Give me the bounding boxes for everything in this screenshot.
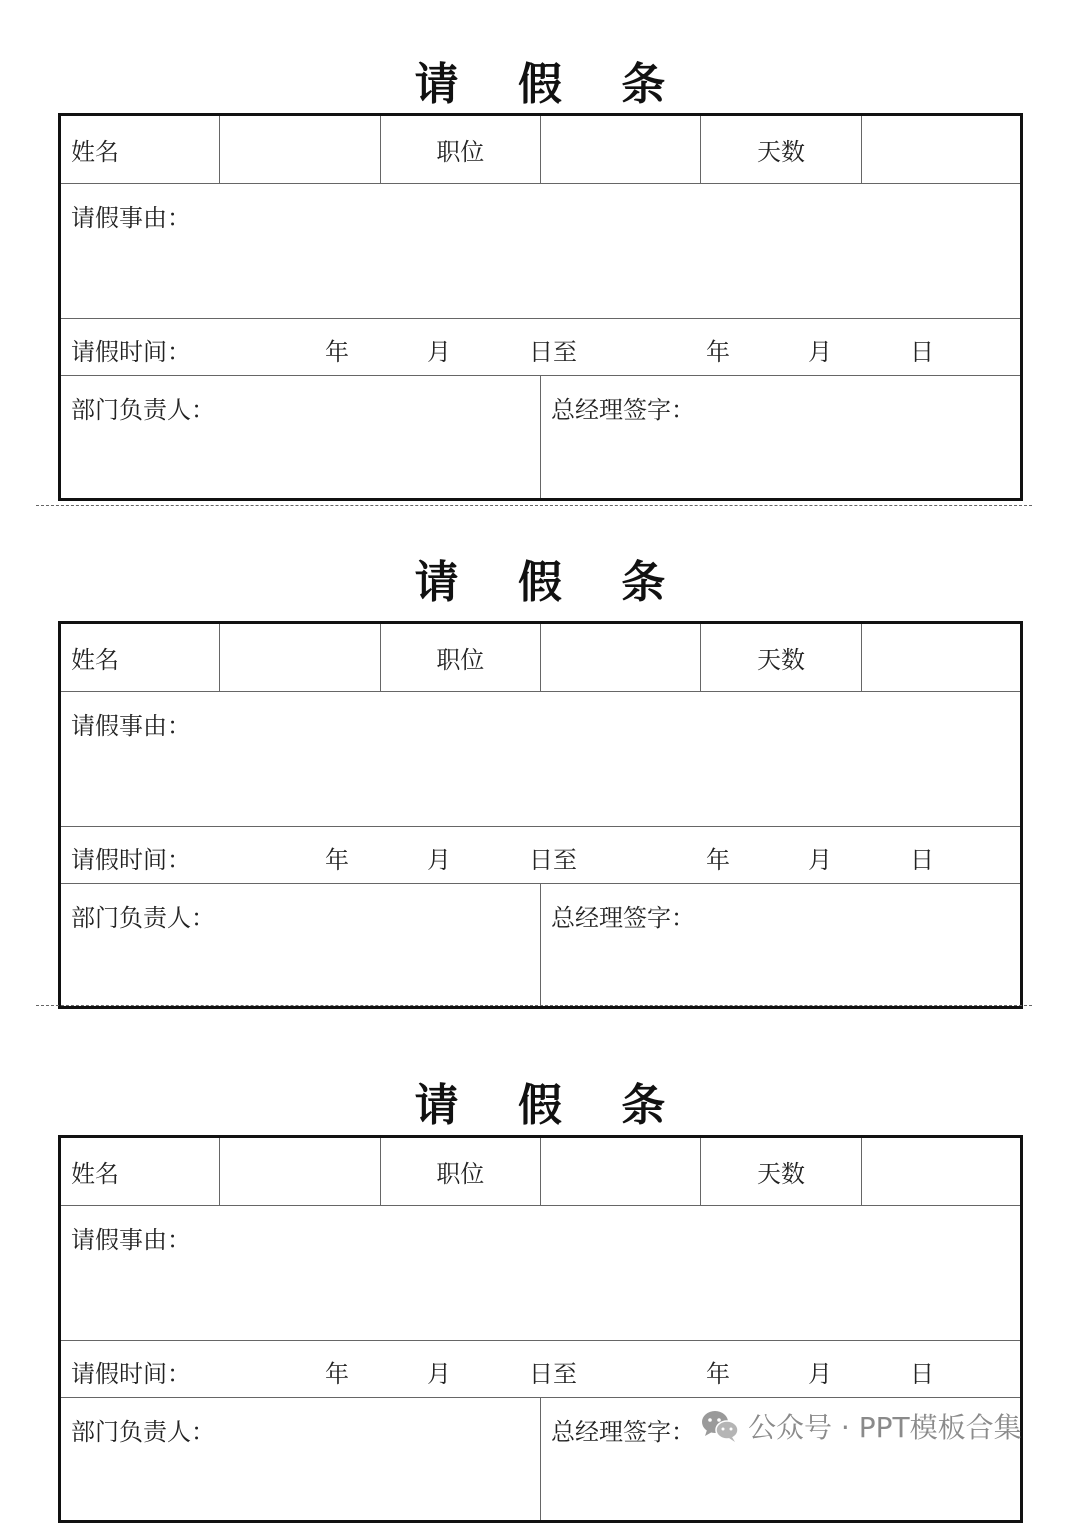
dept-head-label: 部门负责人： (71, 904, 215, 932)
name-label: 姓名 (60, 1137, 220, 1206)
start-year-label: 年 (325, 1360, 349, 1388)
watermark (700, 1404, 1022, 1448)
leave-time-row[interactable] (60, 319, 1022, 376)
cut-line (36, 1005, 1032, 1006)
wechat-icon (700, 1409, 740, 1443)
dept-head-field[interactable] (60, 376, 541, 500)
leave-form-2 (58, 621, 1023, 1009)
time-label: 请假时间： (71, 846, 191, 874)
position-field[interactable] (540, 1137, 700, 1206)
watermark-text: 公众号 · PPT模板合集 (748, 1411, 1022, 1444)
position-field[interactable] (540, 115, 700, 184)
days-field[interactable] (861, 623, 1021, 692)
end-month-label: 月 (808, 338, 832, 366)
leave-time-row[interactable] (60, 827, 1022, 884)
start-day-to-label: 日至 (529, 1360, 577, 1388)
position-label: 职位 (380, 623, 540, 692)
reason-field[interactable] (60, 692, 1022, 827)
start-day-to-label: 日至 (529, 846, 577, 874)
start-day-to-label: 日至 (529, 338, 577, 366)
gm-sign-field[interactable] (540, 376, 1021, 500)
dept-head-label: 部门负责人： (71, 1418, 215, 1446)
gm-sign-label: 总经理签字： (550, 1418, 695, 1446)
end-day-label: 日 (910, 1360, 934, 1388)
name-label: 姓名 (60, 623, 220, 692)
end-day-label: 日 (910, 338, 934, 366)
start-year-label: 年 (325, 338, 349, 366)
end-year-label: 年 (706, 338, 730, 366)
reason-field[interactable] (60, 184, 1022, 319)
dept-head-field[interactable] (60, 884, 541, 1008)
slip-title: 请 假 条 (414, 1080, 688, 1131)
reason-label: 请假事由： (71, 204, 191, 232)
end-month-label: 月 (808, 1360, 832, 1388)
name-field[interactable] (220, 1137, 380, 1206)
end-year-label: 年 (706, 1360, 730, 1388)
leave-form-3 (58, 1135, 1023, 1523)
gm-sign-label: 总经理签字： (550, 396, 695, 424)
slip-title: 请 假 条 (414, 59, 688, 110)
days-field[interactable] (861, 1137, 1021, 1206)
slip-title: 请 假 条 (414, 557, 688, 608)
dept-head-field[interactable] (60, 1398, 541, 1522)
leave-form-1 (58, 113, 1023, 501)
days-label: 天数 (701, 115, 861, 184)
start-month-label: 月 (427, 338, 451, 366)
start-year-label: 年 (325, 846, 349, 874)
position-field[interactable] (540, 623, 700, 692)
name-label: 姓名 (60, 115, 220, 184)
gm-sign-label: 总经理签字： (550, 904, 695, 932)
time-label: 请假时间： (71, 338, 191, 366)
dept-head-label: 部门负责人： (71, 396, 215, 424)
start-month-label: 月 (427, 846, 451, 874)
gm-sign-field[interactable] (540, 884, 1021, 1008)
leave-time-row[interactable] (60, 1341, 1022, 1398)
end-month-label: 月 (808, 846, 832, 874)
name-field[interactable] (220, 115, 380, 184)
days-label: 天数 (701, 1137, 861, 1206)
days-field[interactable] (861, 115, 1021, 184)
name-field[interactable] (220, 623, 380, 692)
time-label: 请假时间： (71, 1360, 191, 1388)
end-year-label: 年 (706, 846, 730, 874)
reason-label: 请假事由： (71, 1226, 191, 1254)
reason-label: 请假事由： (71, 712, 191, 740)
start-month-label: 月 (427, 1360, 451, 1388)
days-label: 天数 (701, 623, 861, 692)
position-label: 职位 (380, 115, 540, 184)
end-day-label: 日 (910, 846, 934, 874)
cut-line (36, 505, 1032, 506)
reason-field[interactable] (60, 1206, 1022, 1341)
position-label: 职位 (380, 1137, 540, 1206)
